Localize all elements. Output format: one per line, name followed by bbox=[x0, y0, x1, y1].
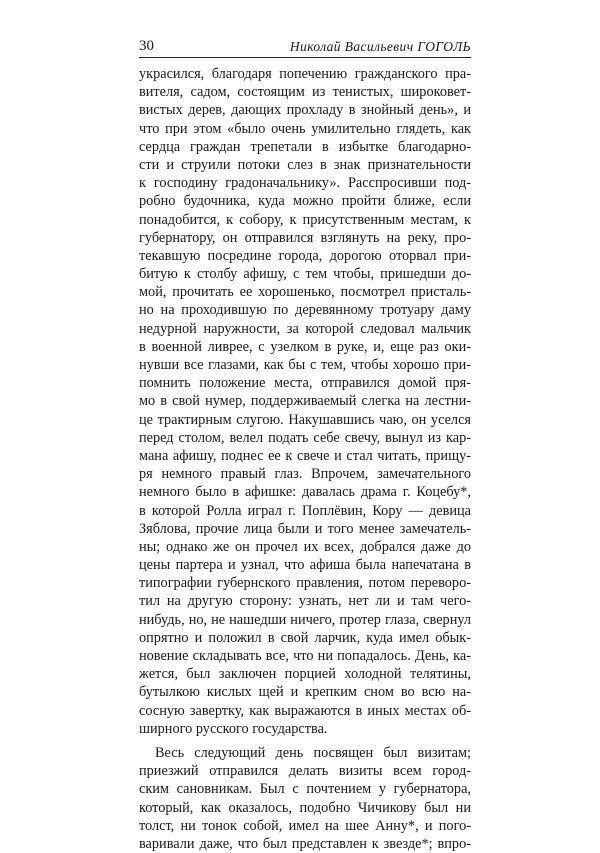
text-line: цены партера и узнал, что афиша была напечатана в bbox=[139, 557, 471, 574]
paragraph bbox=[139, 65, 471, 738]
text-line: це трактирным слугою. Накушавшись чаю, он уселся bbox=[139, 411, 471, 428]
text-line: нувши все глазами, как бы с тем, чтобы хорошо при- bbox=[139, 357, 471, 373]
text-line: новение складывать все, что ни попадалось. День, ка- bbox=[139, 648, 471, 664]
text-line: нибудь, но, не нашедши ничего, протер глаза, свернул bbox=[139, 611, 471, 628]
text-line: текавшую посредине города, дорогою оторвал при- bbox=[139, 247, 471, 264]
text-line: робно будочника, куда можно пройти ближе, если bbox=[139, 193, 471, 210]
text-line: тил на другую сторону: узнать, нет ли и там чего- bbox=[139, 593, 471, 610]
text-line: понадобится, к собору, к присутственным местам, к bbox=[139, 211, 471, 228]
text-line: помнить положение места, отправился домой пря- bbox=[139, 375, 471, 392]
text-line: перед столом, велел подать себе свечу, вынул из кар- bbox=[139, 429, 471, 446]
paragraph bbox=[139, 744, 471, 853]
text-line: мо в свой нумер, поддерживаемый слегка на лестни- bbox=[139, 393, 471, 410]
text-line: в которой Ролла играл г. Поплёвин, Кору — девица bbox=[139, 502, 471, 519]
text-line: ским сановникам. Был с почтением у губернатора, bbox=[139, 781, 471, 798]
text-line: вителя, садом, состоящим из тенистых, широковет- bbox=[139, 84, 471, 101]
text-line: типографии губернского правления, потом переворо- bbox=[139, 575, 471, 592]
text-line: немного было в афишке: давалась драма г. Коцебу*, bbox=[139, 484, 471, 501]
text-line: губернатору, он отправился взглянуть на реку, про- bbox=[139, 229, 471, 246]
text-line: сосную завертку, как выражаются в иных местах об- bbox=[139, 702, 471, 719]
text-body bbox=[139, 65, 471, 853]
text-line: украсился, благодаря попечению гражданского пра- bbox=[139, 66, 471, 82]
text-line: сти и струили потоки слез в знак признательности bbox=[139, 156, 471, 173]
running-head: Николай Васильевич ГОГОЛЬ bbox=[289, 39, 471, 54]
text-line: к господину градоначальнику». Расспросивши под- bbox=[139, 175, 471, 192]
text-line: мана афишу, поднес ее к свече и стал читать, прищу- bbox=[139, 447, 471, 464]
text-line: ны; однако же он прочел их всех, добрался даже до bbox=[139, 538, 471, 555]
text-line: но на проходившую по деревянному тротуару даму bbox=[139, 302, 471, 319]
text-line: битую к столбу афишу, с тем чтобы, пришедши до- bbox=[139, 266, 471, 283]
text-line: который, как оказалось, подобно Чичикову был ни bbox=[139, 799, 471, 816]
text-line: варивали даже, что был представлен к звезде*; впро- bbox=[139, 835, 471, 852]
text-line: сердца граждан трепетали в избытке благодарно- bbox=[139, 138, 471, 155]
text-line: опрятно и положил в свой ларчик, куда имел обык- bbox=[139, 629, 471, 646]
page-number: 30 bbox=[139, 38, 154, 54]
text-line: ширного русского государства. bbox=[139, 720, 328, 737]
text-line: недурной наружности, за которой следовал мальчик bbox=[139, 320, 471, 337]
text-line: жется, был заключен порцией холодной телятины, bbox=[139, 666, 471, 683]
text-line: мой, прочитать ее хорошенько, посмотрел присталь- bbox=[139, 284, 471, 301]
page-header bbox=[139, 37, 471, 58]
text-line: что при этом «было очень умилительно глядеть, как bbox=[139, 120, 471, 137]
text-line: ря немного правый глаз. Впрочем, замечательного bbox=[139, 466, 471, 483]
text-line: приезжий отправился делать визиты всем город- bbox=[139, 763, 471, 780]
text-line: Весь следующий день посвящен был визитам; bbox=[155, 744, 471, 761]
text-line: вистых дерев, дающих прохладу в знойный день», и bbox=[139, 102, 471, 119]
text-line: Зяблова, прочие лица были и того менее замечатель- bbox=[139, 520, 471, 537]
text-line: толст, ни тонок собой, имел на шее Анну*, и пого- bbox=[139, 817, 471, 834]
text-line: бутылкою кислых щей и крепким сном во всю на- bbox=[139, 684, 471, 701]
text-line: в военной ливрее, с узелком в руке, и, еще раз оки- bbox=[139, 338, 471, 355]
